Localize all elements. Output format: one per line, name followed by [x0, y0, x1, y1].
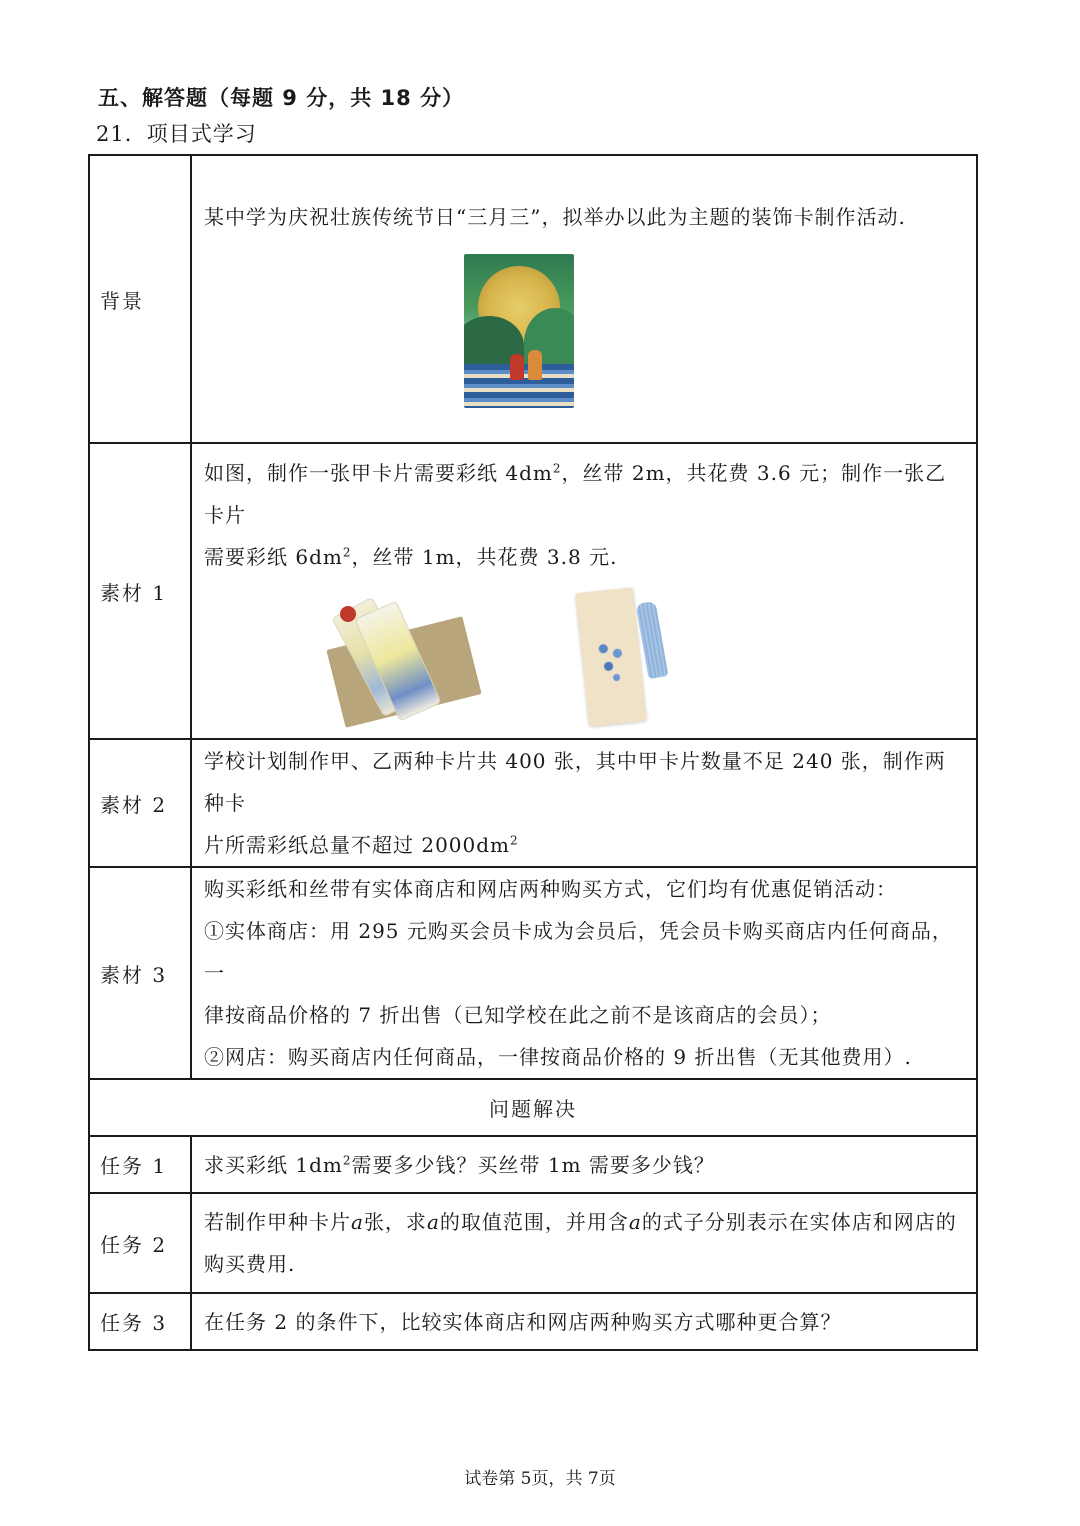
material3-line2: ①实体商店：用 295 元购买会员卡成为会员后，凭会员卡购买商店内任何商品，一	[204, 919, 953, 985]
background-content	[191, 155, 977, 443]
project-table	[88, 154, 978, 1351]
card-jia-image	[314, 592, 484, 722]
material2-content	[191, 739, 977, 867]
card-yi-image	[544, 582, 694, 732]
background-label: 背景	[89, 155, 191, 443]
task1-content: 求买彩纸 $1dm^2$需要多少钱？买丝带 1m 需要多少钱？	[191, 1136, 977, 1193]
material3-content	[191, 867, 977, 1079]
material3-row	[89, 867, 977, 1079]
task1-row	[89, 1136, 977, 1193]
question-title: 21．项目式学习	[96, 122, 257, 146]
task2-line1: 若制作甲种卡片a张，求a的取值范围，并用含a的式子分别表示在实体店和网店的	[204, 1210, 957, 1234]
task3-row	[89, 1293, 977, 1350]
figure-decoration	[510, 354, 524, 380]
task2-label: 任务 2	[89, 1193, 191, 1293]
problem-header-row	[89, 1079, 977, 1136]
festival-poster-image	[464, 254, 574, 408]
flower-decoration	[591, 628, 631, 691]
task2-row	[89, 1193, 977, 1293]
page-footer: 试卷第 5页，共 7页	[464, 1469, 616, 1489]
material2-label: 素材 2	[89, 739, 191, 867]
material1-line1: 如图，制作一张甲卡片需要彩纸 $4dm^2$，丝带 2m，共花费 3.6 元；制作一张乙卡片	[204, 461, 947, 527]
task3-content: 在任务 2 的条件下，比较实体商店和网店两种购买方式哪种更合算？	[191, 1293, 977, 1350]
material2-row	[89, 739, 977, 867]
material3-line3: 律按商品价格的 7 折出售（已知学校在此之前不是该商店的会员）；	[204, 1003, 832, 1027]
material1-label: 素材 1	[89, 443, 191, 739]
material3-line4: ②网店：购买商店内任何商品，一律按商品价格的 9 折出售（无其他费用）.	[204, 1045, 912, 1069]
task2-content	[191, 1193, 977, 1293]
card-images	[204, 578, 966, 738]
problem-header: 问题解决	[89, 1079, 977, 1136]
material1-row	[89, 443, 977, 739]
material2-line2: 片所需彩纸总量不超过 $2000dm^2$	[204, 833, 519, 857]
task2-line2: 购买费用.	[204, 1252, 296, 1276]
figure-decoration	[528, 350, 542, 380]
material1-content	[191, 443, 977, 739]
background-text: 某中学为庆祝壮族传统节日“三月三”，拟举办以此为主题的装饰卡制作活动.	[204, 205, 906, 229]
background-row	[89, 155, 977, 443]
section-heading: 五、解答题（每题 9 分，共 18 分）	[98, 86, 465, 110]
red-knot-icon	[340, 606, 356, 622]
material1-line2: 需要彩纸 $6dm^2$，丝带 1m，共花费 3.8 元.	[204, 545, 618, 569]
material3-line1: 购买彩纸和丝带有实体商店和网店两种购买方式，它们均有优惠促销活动：	[204, 877, 897, 901]
task1-label: 任务 1	[89, 1136, 191, 1193]
task3-label: 任务 3	[89, 1293, 191, 1350]
material2-line1: 学校计划制作甲、乙两种卡片共 400 张，其中甲卡片数量不足 240 张，制作两种卡	[204, 749, 946, 815]
material3-label: 素材 3	[89, 867, 191, 1079]
